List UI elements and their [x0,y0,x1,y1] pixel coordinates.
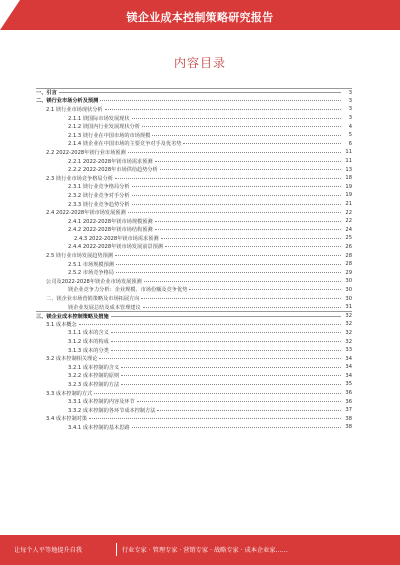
toc-entry-title: 2.1.1 镁国际市场发展现状 [68,115,130,122]
toc-entry[interactable] [36,346,352,355]
toc-entry-page: 3 [348,106,352,113]
toc-entry[interactable] [36,243,352,252]
toc-entry-page: 34 [345,364,352,371]
toc-leader-dots [128,152,341,153]
toc-entry-page: 35 [345,381,352,388]
table-of-contents [36,88,352,432]
toc-entry-title: 镁企业竞争力分析：企业规模、市场份额及竞争优势 [68,287,188,294]
toc-leader-dots [116,264,341,265]
toc-entry-page: 24 [345,226,352,233]
toc-leader-dots [189,289,341,290]
toc-entry-page: 26 [345,243,352,250]
toc-entry[interactable] [36,208,352,217]
toc-entry[interactable] [36,157,352,166]
toc-entry[interactable] [36,286,352,295]
toc-leader-dots [116,272,341,273]
toc-entry-page: 4 [348,123,352,130]
toc-entry-page: 3 [348,89,352,96]
toc-entry[interactable] [36,251,352,260]
toc-leader-dots [115,178,341,179]
toc-entry-title: 公司及2022-2028年镁企业市场发展预测 [46,278,142,285]
toc-entry[interactable] [36,354,352,363]
toc-entry-title: 2.3.2 镁行业竞争对手分析 [68,192,130,199]
toc-entry-title: 3.3.2 成本控制的各环节成本控制方法 [68,407,156,414]
toc-entry-page: 33 [345,347,352,354]
toc-entry-title: 3.4.1 成本控制的基本思路 [68,424,130,431]
toc-entry-page: 34 [345,372,352,379]
toc-entry-page: 22 [345,218,352,225]
toc-entry[interactable] [36,363,352,372]
toc-leader-dots [141,298,341,299]
toc-entry[interactable] [36,217,352,226]
toc-entry-page: 19 [345,192,352,199]
toc-entry-page: 30 [345,295,352,302]
toc-entry-page: 32 [345,338,352,345]
toc-leader-dots [132,118,341,119]
toc-entry[interactable] [36,277,352,286]
toc-leader-dots [132,186,341,187]
toc-leader-dots [157,410,341,411]
toc-entry-title: 3.3 成本控制的方式 [46,390,93,397]
toc-entry-page: 31 [345,304,352,311]
toc-entry-page: 11 [345,158,352,165]
toc-leader-dots [155,221,341,222]
toc-leader-dots [165,246,341,247]
toc-entry-page: 3 [348,97,352,104]
report-title: 镁企业成本控制策略研究报告 [126,11,274,24]
toc-leader-dots [111,332,341,333]
toc-entry-title: 3.2.3 成本控制的方法 [68,381,120,388]
toc-entry-title: 2.5.2 市场竞争格局 [68,270,114,277]
toc-entry[interactable] [36,415,352,424]
page-footer [0,535,400,565]
toc-entry-page: 25 [345,235,352,242]
toc-entry-title: 2.2 2022-2028年镁行业市场预测 [46,149,126,156]
toc-entry[interactable] [36,380,352,389]
toc-leader-dots [79,324,341,325]
toc-leader-dots [155,161,341,162]
toc-entry[interactable] [36,397,352,406]
toc-entry[interactable] [36,148,352,157]
toc-entry[interactable] [36,165,352,174]
toc-entry-title: 镁企业发展总结及成本管理建议 [68,304,141,311]
toc-leader-dots [59,92,341,93]
toc-leader-dots [121,367,341,368]
toc-entry-title: 2.2.1 2022-2028年镁市场需求预测 [68,158,153,165]
toc-entry-title: 2.4.4 2022-2028年镁市场发展前景预测 [68,244,163,251]
toc-entry-page: 38 [345,424,352,431]
toc-entry[interactable] [36,389,352,398]
toc-entry-page: 13 [345,166,352,173]
toc-entry[interactable] [36,122,352,131]
toc-leader-dots [160,169,341,170]
toc-entry-title: 2.1.3 镁行业在中国市场的市场规模 [68,132,151,139]
toc-entry-page: 11 [345,149,352,156]
toc-entry[interactable] [36,88,352,97]
toc-leader-dots [161,238,341,239]
toc-entry-title: 一、引言 [36,90,57,97]
toc-entry-title: 3.3.1 成本控制的内容及环节 [68,399,135,406]
toc-entry-page: 29 [345,269,352,276]
toc-entry[interactable] [36,105,352,114]
toc-entry-page: 28 [345,261,352,268]
toc-leader-dots [183,143,341,144]
toc-entry[interactable] [36,406,352,415]
toc-entry-page: 28 [345,252,352,259]
toc-entry-title: 3.1.1 成本的含义 [68,330,109,337]
toc-entry-title: 2.5 镁行业市场发展趋势预测 [46,253,113,260]
toc-leader-dots [143,307,341,308]
toc-entry[interactable] [36,183,352,192]
toc-entry[interactable] [36,114,352,123]
toc-entry[interactable] [36,200,352,209]
toc-entry[interactable] [36,174,352,183]
toc-entry-title: 3.1.2 成本的构成 [68,339,109,346]
toc-entry-title: 3.2.1 成本控制的含义 [68,364,120,371]
footer-divider [116,543,117,556]
toc-entry[interactable] [36,226,352,235]
toc-leader-dots [132,195,341,196]
toc-leader-dots [115,255,341,256]
toc-leader-dots [99,358,341,359]
toc-entry-title: 3.1.3 成本的分类 [68,347,109,354]
toc-entry-page: 30 [345,278,352,285]
toc-leader-dots [144,281,341,282]
toc-entry-title: 2.1 镁行业市场现状分析 [46,106,103,113]
toc-entry-title: 3.2 成本控制相关理论 [46,356,98,363]
toc-entry-title: 二、镁行业市场分析及预测 [36,98,99,105]
toc-entry-page: 3 [348,115,352,122]
toc-entry-page: 32 [345,321,352,328]
toc-entry-title: 2.4 2022-2028年镁市场发展预测 [46,210,126,217]
toc-entry[interactable] [36,372,352,381]
toc-entry-page: 19 [345,183,352,190]
toc-entry[interactable] [36,268,352,277]
toc-leader-dots [94,393,341,394]
toc-entry[interactable] [36,320,352,329]
toc-entry-title: 2.5.1 市场规模预测 [68,261,114,268]
toc-entry-title: 3.4 成本控制对策 [46,416,88,423]
footer-slogan: 让每个人平等地提升自我 [14,547,83,554]
toc-entry[interactable] [36,311,352,320]
toc-leader-dots [111,316,341,317]
toc-entry[interactable] [36,329,352,338]
toc-leader-dots [111,341,341,342]
toc-entry-page: 36 [345,398,352,405]
toc-entry-page: 18 [345,175,352,182]
toc-leader-dots [155,229,341,230]
toc-leader-dots [105,109,341,110]
toc-leader-dots [132,427,341,428]
toc-entry-title: 2.4.3 2022-2028年镁市场需求预测 [74,235,159,242]
toc-leader-dots [128,212,341,213]
toc-entry[interactable] [36,260,352,269]
toc-heading: 内容目录 [173,56,226,70]
toc-entry[interactable] [36,97,352,106]
toc-entry[interactable] [36,140,352,149]
toc-entry[interactable] [36,294,352,303]
toc-leader-dots [142,126,341,127]
toc-leader-dots [121,375,341,376]
toc-entry-title: 2.1.2 镁国内行业发展现状分析 [68,124,140,131]
footer-tagline: 行业专家 · 管理专家 · 营销专家 · 战略专家 · 成本企业家…… [122,547,288,554]
toc-entry[interactable] [36,234,352,243]
toc-entry[interactable] [36,131,352,140]
toc-leader-dots [100,100,341,101]
toc-entry-page: 21 [345,201,352,208]
toc-entry-title: 2.3 镁行业市场竞争格局分析 [46,175,113,182]
toc-entry-page: 22 [345,209,352,216]
toc-entry-title: 3.1 成本概念 [46,321,77,328]
toc-entry-page: 30 [345,286,352,293]
toc-entry-title: 三、镁企业成本控制策略及措施 [36,313,109,320]
toc-entry[interactable] [36,423,352,432]
toc-entry-title: 3.2.2 成本控制的原则 [68,373,120,380]
toc-entry-title: 2.3.1 镁行业竞争格局分析 [68,184,130,191]
toc-entry-title: 2.4.2 2022-2028年镁市场结构预测 [68,227,153,234]
toc-leader-dots [89,418,341,419]
toc-entry-page: 32 [345,329,352,336]
toc-entry-title: 2.2.2 2022-2028年市场供给趋势分析 [68,167,158,174]
toc-entry[interactable] [36,191,352,200]
toc-entry-page: 38 [345,415,352,422]
toc-entry-page: 36 [345,390,352,397]
toc-entry-title: 2.3.3 镁行业竞争趋势分析 [68,201,130,208]
toc-entry[interactable] [36,303,352,312]
page-header [0,0,400,30]
toc-leader-dots [132,204,341,205]
toc-leader-dots [152,135,341,136]
toc-entry-page: 6 [348,140,352,147]
toc-entry-title: 二、镁企业市场营销策略及市场拓展方向 [46,296,140,303]
toc-entry-page: 32 [345,313,352,320]
toc-entry[interactable] [36,337,352,346]
toc-leader-dots [137,401,341,402]
toc-entry-page: 34 [345,355,352,362]
toc-entry-title: 2.4.1 2022-2028年镁市场规模预测 [68,218,153,225]
toc-leader-dots [111,350,341,351]
toc-entry-title: 2.1.4 镁企业在中国市场的主要竞争对手及优劣势 [68,141,182,148]
toc-entry-page: 5 [348,132,352,139]
toc-entry-page: 37 [345,407,352,414]
toc-leader-dots [121,384,341,385]
